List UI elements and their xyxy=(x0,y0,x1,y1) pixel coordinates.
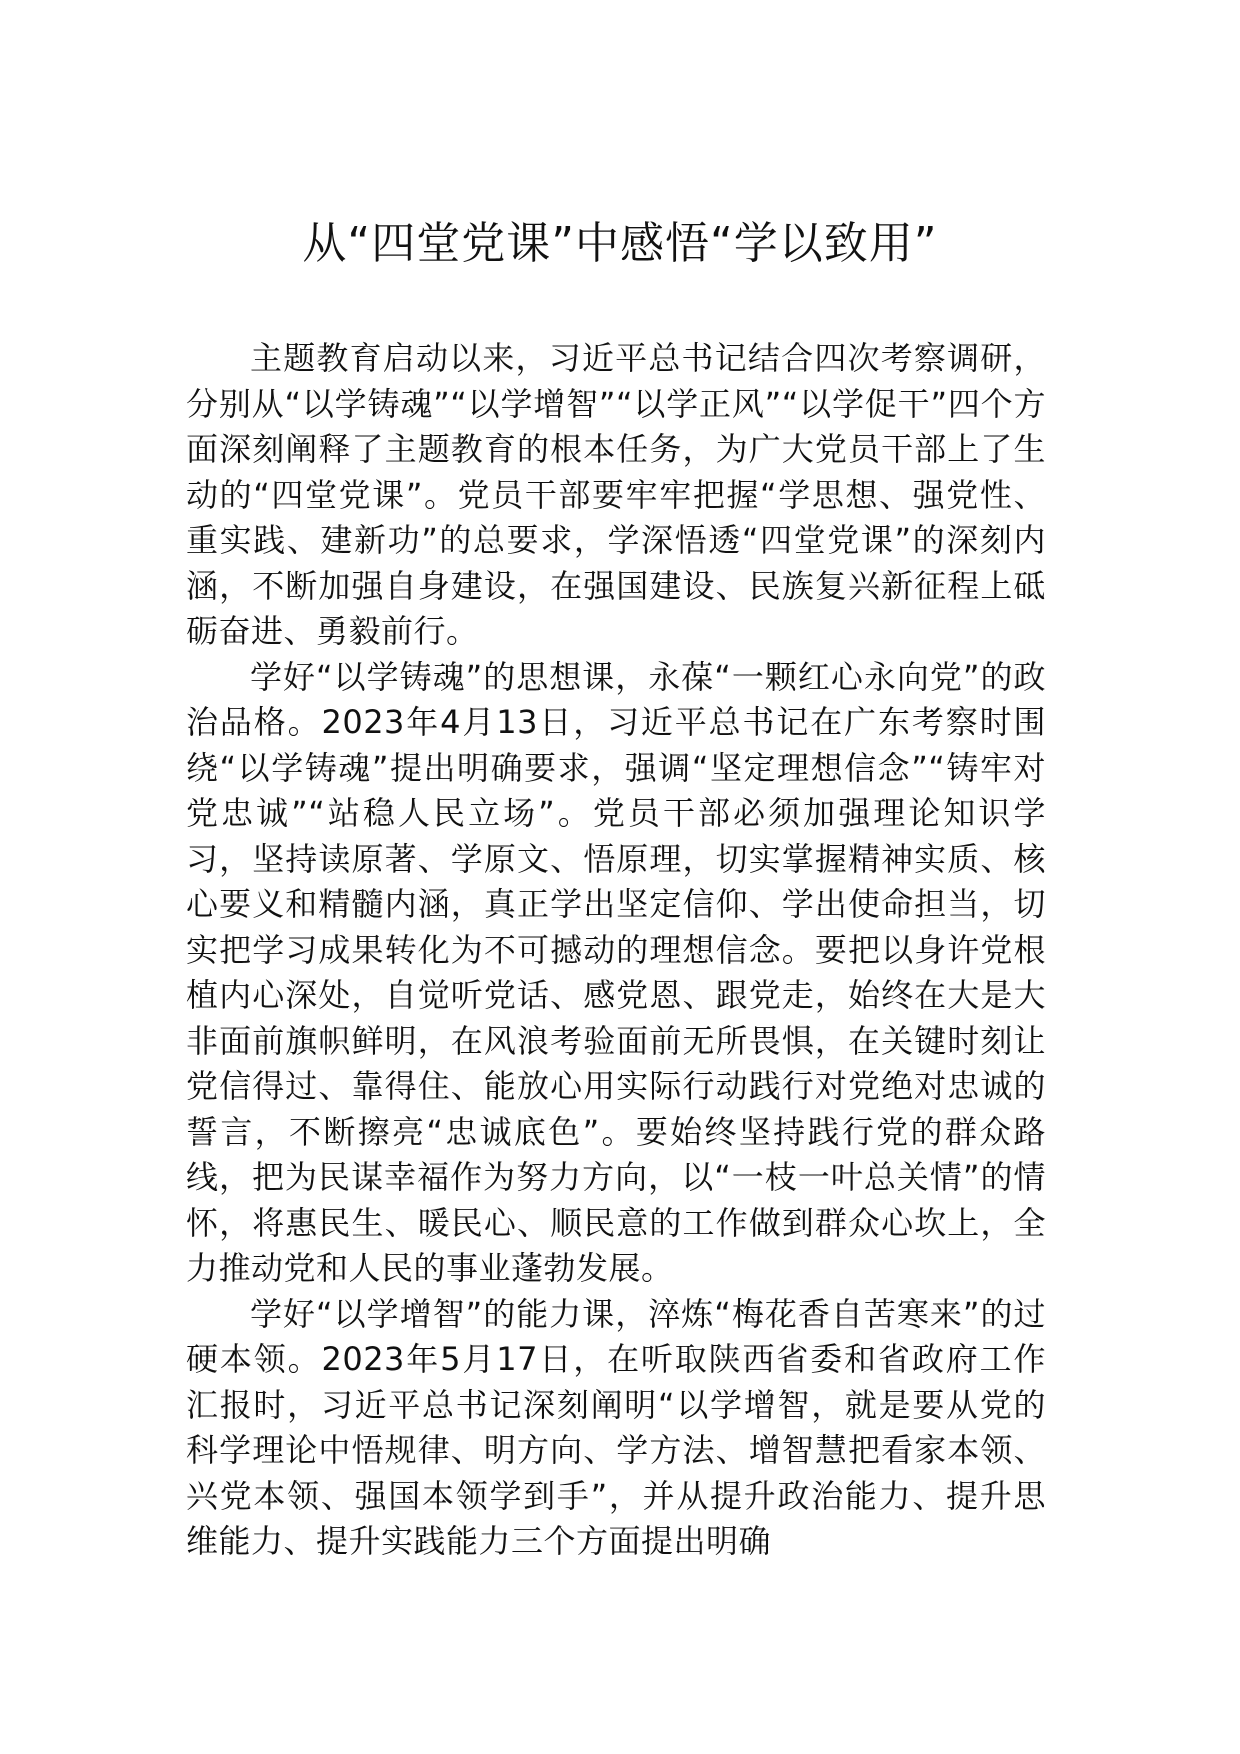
document-body xyxy=(186,336,1046,1565)
paragraph-intro: 主题教育启动以来，习近平总书记结合四次考察调研，分别从“以学铸魂”“以学增智”“以学正风”“以学促干”四个方面深刻阐释了主题教育的根本任务，为广大党员干部上了生动的“四堂党课”。党员干部要牢牢把握“学思想、强党性、重实践、建新功”的总要求，学深悟透“四堂党课”的深刻内涵，不断加强自身建设，在强国建设、民族复兴新征程上砥砺奋进、勇毅前行。 xyxy=(186,339,1046,650)
paragraph-thought-course: 学好“以学铸魂”的思想课，永葆“一颗红心永向党”的政治品格。2023年4月13日，习近平总书记在广东考察时围绕“以学铸魂”提出明确要求，强调“坚定理想信念”“铸牢对党忠诚”“站稳人民立场”。党员干部必须加强理论知识学习，坚持读原著、学原文、悟原理，切实掌握精神实质、核心要义和精髓内涵，真正学出坚定信仰、学出使命担当，切实把学习成果转化为不可撼动的理想信念。要把以身许党根植内心深处，自觉听党话、感党恩、跟党走，始终在大是大非面前旗帜鲜明，在风浪考验面前无所畏惧，在关键时刻让党信得过、靠得住、能放心用实际行动践行对党绝对忠诚的誓言，不断擦亮“忠诚底色”。要始终坚持践行党的群众路线，把为民谋幸福作为努力方向，以“一枝一叶总关情”的情怀，将惠民生、暖民心、顺民意的工作做到群众心坎上，全力推动党和人民的事业蓬勃发展。 xyxy=(186,657,1046,1287)
paragraph-ability-course: 学好“以学增智”的能力课，淬炼“梅花香自苦寒来”的过硬本领。2023年5月17日，在听取陕西省委和省政府工作汇报时，习近平总书记深刻阐明“以学增智，就是要从党的科学理论中悟规律、明方向、学方法、增智慧把看家本领、兴党本领、强国本领学到手”，并从提升政治能力、提升思维能力、提升实践能力三个方面提出明确 xyxy=(186,1294,1046,1560)
document-title: 从“四堂党课”中感悟“学以致用” xyxy=(302,218,938,269)
